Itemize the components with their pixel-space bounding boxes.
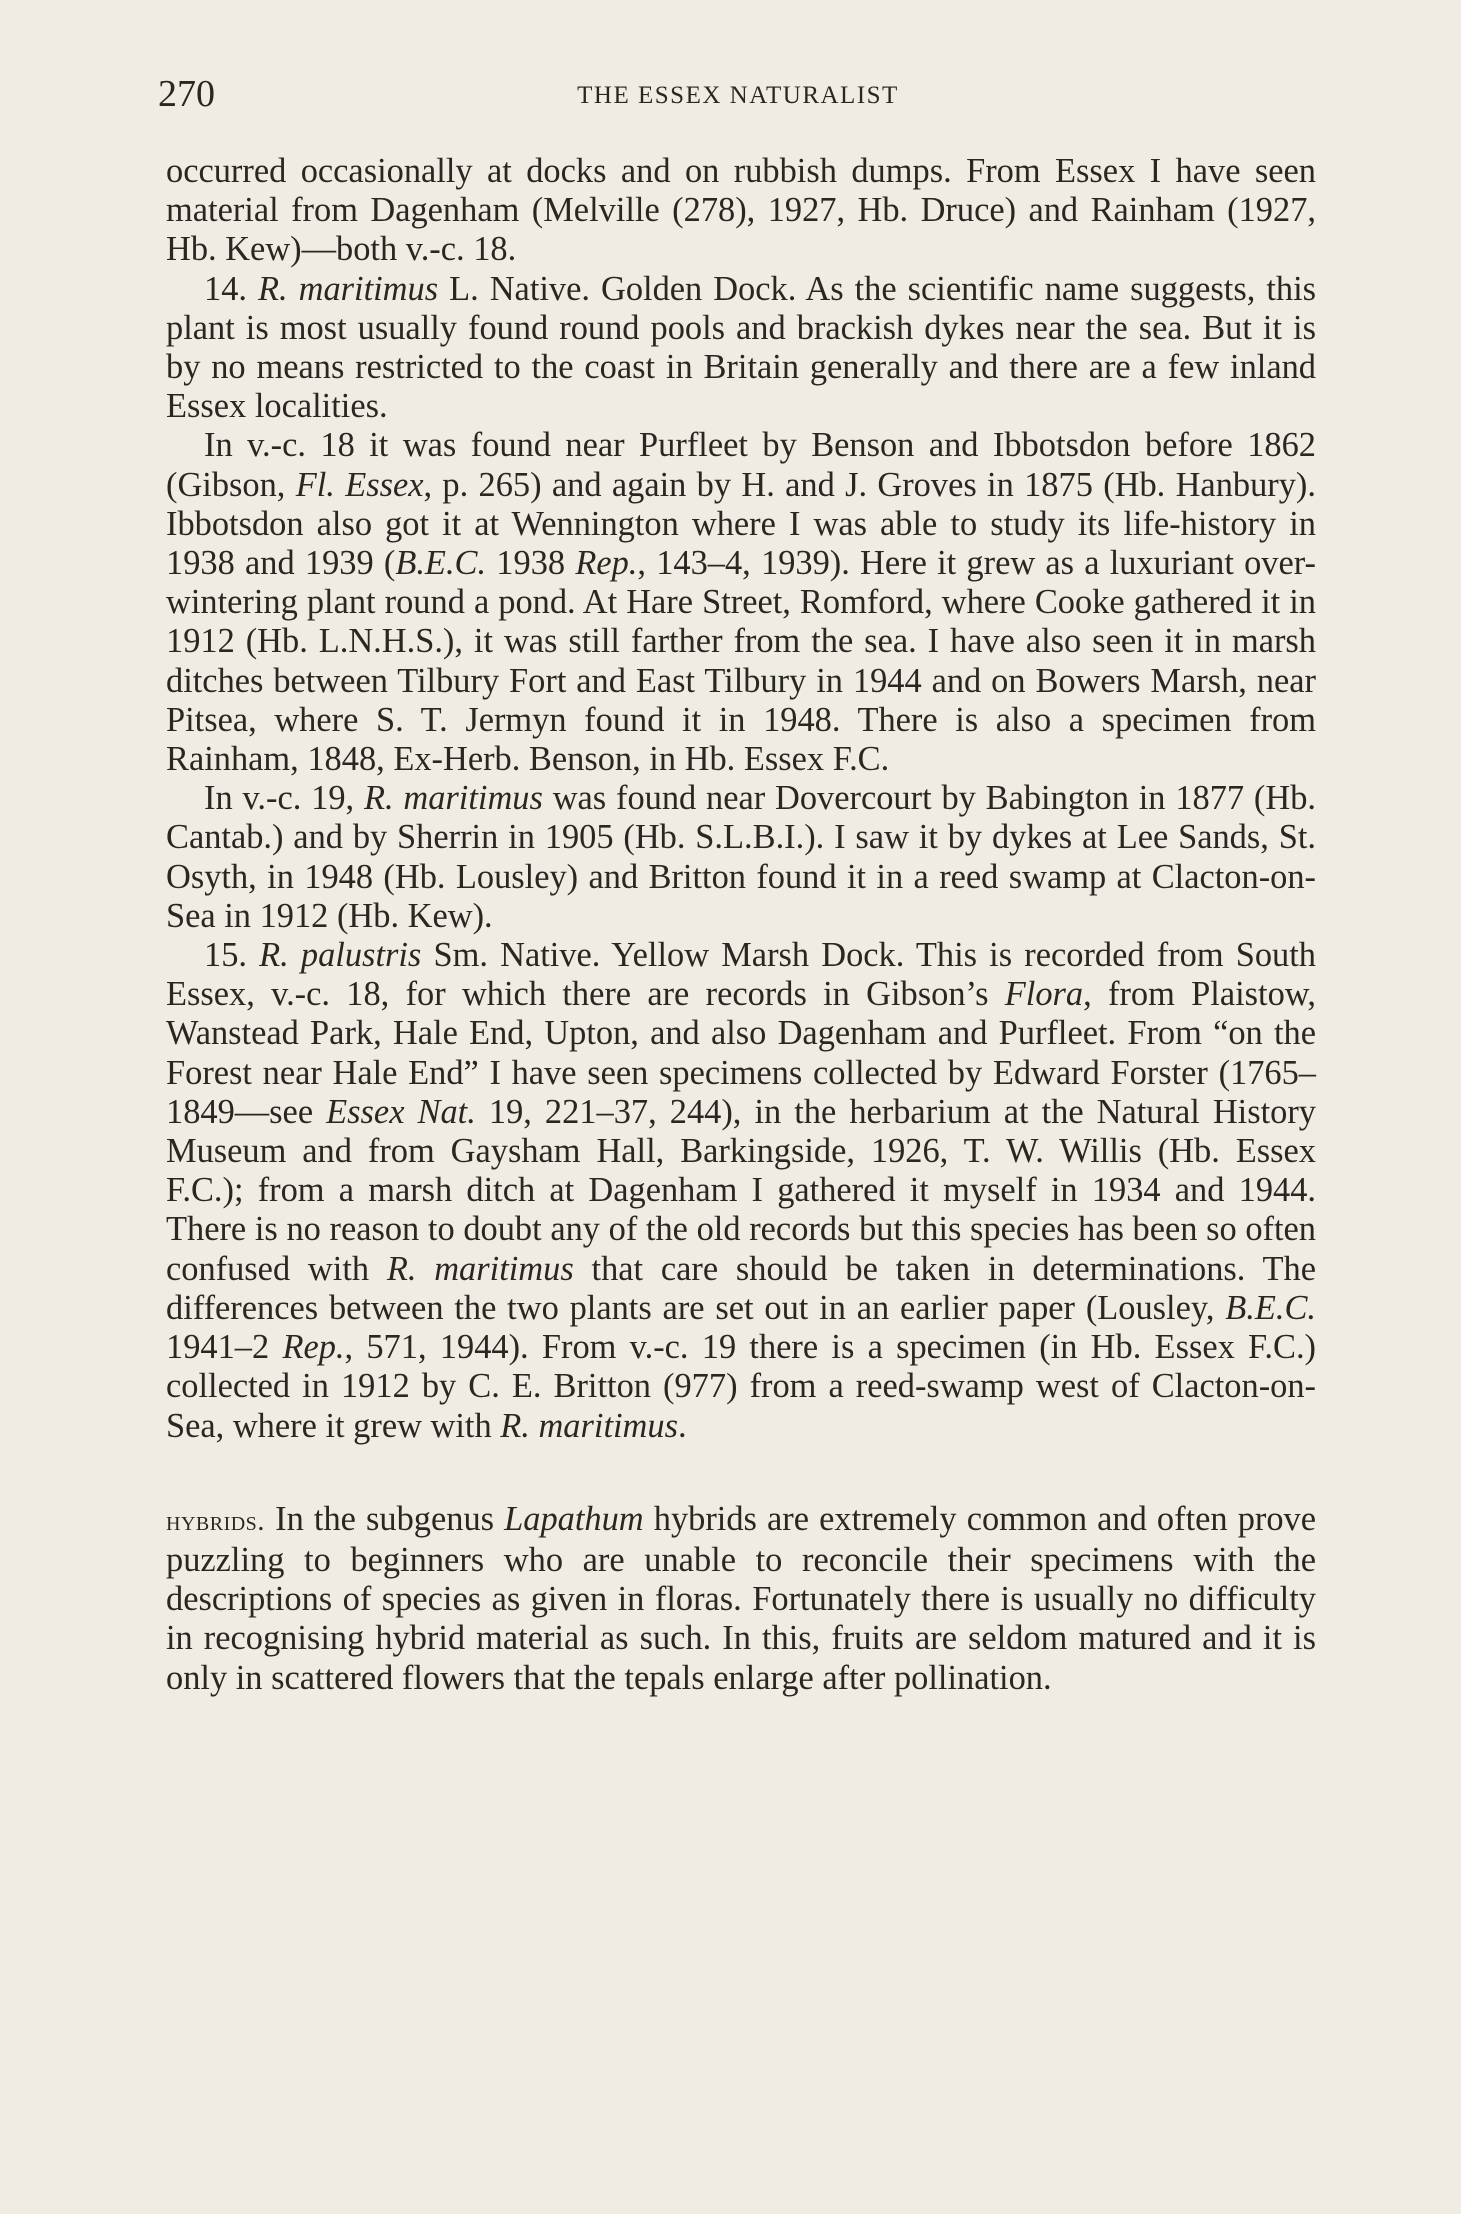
- paragraph: [166, 426, 1316, 779]
- text-run: 15.: [204, 936, 260, 975]
- paragraph: [166, 270, 1316, 427]
- paragraph: [166, 152, 1316, 270]
- paragraph: [166, 779, 1316, 936]
- page-number: 270: [158, 73, 215, 115]
- text-run: occurred occasionally at docks and on rubbish dumps. From Essex I have seen material from Dagenham (Melville (278), 1927, Hb. Druce) and Rainham (1927, Hb. Kew)—both v.-c. 18.: [166, 152, 1316, 269]
- italic-run: Rep.: [575, 544, 638, 583]
- italic-run: R. maritimus: [386, 1249, 574, 1288]
- italic-run: Rep.: [282, 1328, 345, 1367]
- text-run: , 143–4, 1939). Here it grew as a luxuriant over-wintering plant round a pond. At Hare Street, Romford, where Cooke gathered it in 1912 (Hb. L.N.H.S.), it was still farther from the sea. I have also seen it in marsh ditches between Tilbury Fort and East Tilbury in 1944 and on Bowers Marsh, near Pitsea, where S. T. Jermyn found it in 1948. There is also a specimen from Rainham, 1848, Ex-Herb. Benson, in Hb. Essex F.C.: [166, 544, 1316, 779]
- text-run: Sm. Native. Yellow Marsh Dock. This is recorded from South Essex, v.-c. 18, for which there are records in Gibson’s: [166, 936, 1316, 1014]
- running-title: THE ESSEX NATURALIST: [577, 82, 899, 109]
- text-run: 14.: [204, 269, 258, 308]
- text-run: L. Native. Golden Dock. As the scientific name suggests, this plant is most usually found round pools and brackish dykes near the sea. But it is by no means restricted to the coast in Britain generally and there are a few inland Essex localities.: [166, 269, 1317, 426]
- text-run: that care should be taken in determinations. The differences between the two plants are set out in an earlier paper (Lousley,: [166, 1249, 1316, 1327]
- italic-run: R. maritimus: [258, 269, 439, 308]
- text-run: 1938: [486, 544, 576, 583]
- text-run: hybrids are extremely common and often prove puzzling to beginners who are unable to reconcile their specimens with the descriptions of species as given in floras. Fortunately there is usually no difficulty in recognising hybrid material as such. In this, fruits are seldom matured and it is only in scattered flowers that the tepals enlarge after pollination.: [166, 1499, 1316, 1697]
- text-run: was found near Dovercourt by Babington in 1877 (Hb. Cantab.) and by Sherrin in 1905 (Hb. S.L.B.I.). I saw it by dykes at Lee Sands, St. Osyth, in 1948 (Hb. Lousley) and Britton found it in a reed swamp at Clacton-on-Sea in 1912 (Hb. Kew).: [166, 779, 1316, 935]
- text-run: , 571, 1944). From v.-c. 19 there is a specimen (in Hb. Essex F.C.) collected in 1912 by C. E. Britton (977) from a reed-swamp west of Clacton-on-Sea, where it grew with: [166, 1328, 1317, 1445]
- text-run: 1941–2: [166, 1328, 283, 1367]
- page-header: [158, 68, 1318, 124]
- italic-run: Fl. Essex: [295, 465, 424, 504]
- paragraph: [166, 1500, 1316, 1698]
- italic-run: Essex Nat.: [326, 1092, 476, 1131]
- small-caps-run: hybrids.: [166, 1504, 266, 1537]
- text-run: In the subgenus: [265, 1499, 505, 1538]
- text-run: In v.-c. 18 it was found near Purfleet by Benson and Ibbotsdon before 1862 (Gibson,: [166, 426, 1316, 504]
- italic-run: R. maritimus: [363, 779, 543, 818]
- text-run: , p. 265) and again by H. and J. Groves in 1875 (Hb. Hanbury). Ibbotsdon also got it at Wennington where I was able to study its life-history in 1938 and 1939 (: [166, 465, 1316, 583]
- text-run: In v.-c. 19,: [204, 779, 364, 818]
- italic-run: R. palustris: [259, 936, 422, 975]
- paragraph: [166, 936, 1316, 1446]
- text-run: 19, 221–37, 244), in the herbarium at the Natural History Museum and from Gaysham Hall, Barkingside, 1926, T. W. Willis (Hb. Essex F.C.); from a marsh ditch at Dagenham I gathered it myself in 1934 and 1944. There is no reason to doubt any of the old records but this species has been so often confused with: [166, 1092, 1317, 1288]
- text-run: , from Plaistow, Wanstead Park, Hale End, Upton, and also Dagenham and Purfleet. From “on the Forest near Hale End” I have seen specimens collected by Edward Forster (1765–1849—see: [166, 975, 1316, 1131]
- body-text: [166, 152, 1316, 1698]
- italic-run: R. maritimus: [500, 1406, 678, 1445]
- italic-run: Flora: [1004, 975, 1084, 1014]
- italic-run: B.E.C.: [395, 544, 487, 583]
- italic-run: Lapathum: [504, 1499, 644, 1538]
- text-run: .: [677, 1406, 687, 1445]
- italic-run: B.E.C.: [1225, 1288, 1316, 1327]
